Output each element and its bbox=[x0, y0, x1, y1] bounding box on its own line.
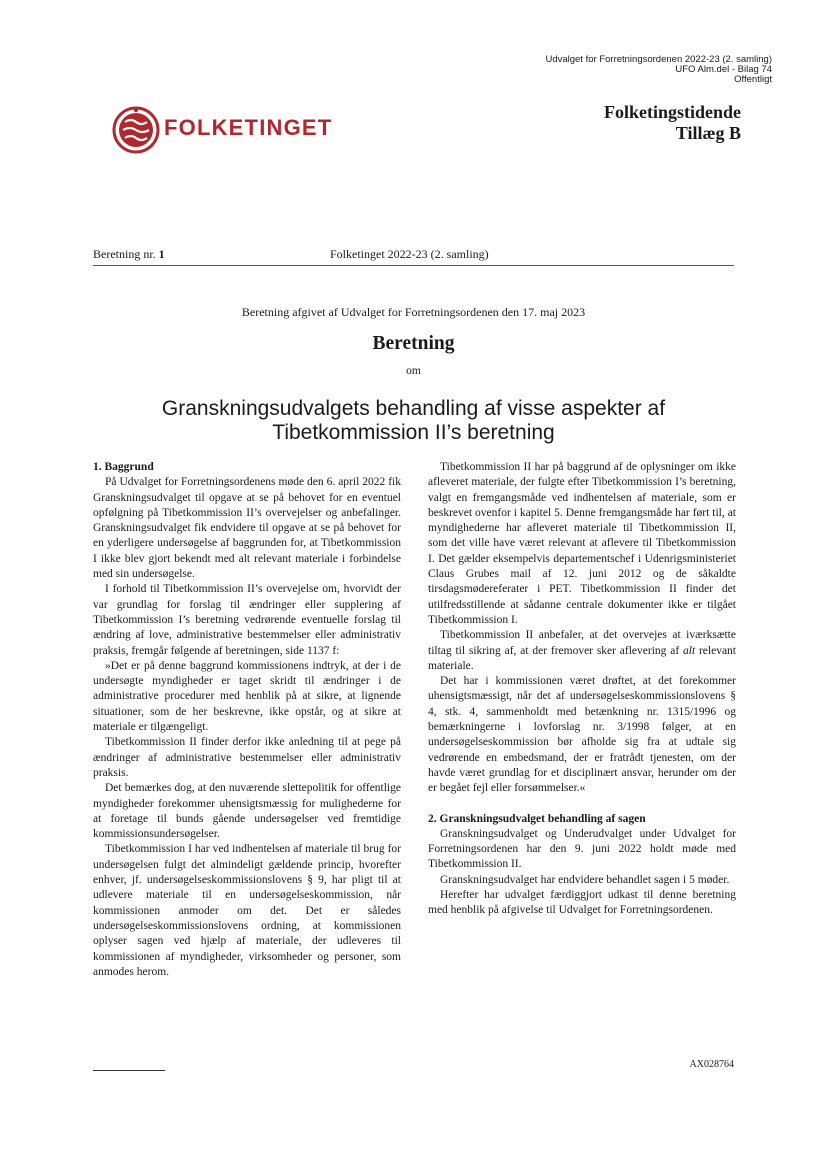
report-number bbox=[93, 247, 165, 262]
title-connector: om bbox=[406, 365, 421, 377]
paragraph: I forhold til Tibetkommission II’s overvejelse om, hvorvidt der var grundlag for forslag til ændringer eller supplering af Tibetkommission I’s beretning vedrørende eventuelle forslag til ændring af love, administrative bestemmelser eller administrativ praksis, fremgår følgende af beretningen, side 1137 f: bbox=[93, 583, 401, 657]
report-label: Beretning nr. bbox=[93, 247, 156, 261]
document-title: Beretning bbox=[372, 333, 455, 354]
document-stamp bbox=[545, 55, 772, 86]
paragraph: På Udvalget for Forretningsordenens møde den 6. april 2022 fik Granskningsudvalget til opgave at se på behovet for en eventuel opfølgning på Tibetkommission II’s overvejelser og anbefalinger. Granskningsudvalget fik endvidere til opgave at se på behovet for en yderligere undersøgelse af baggrunden for, at Tibetkommission I ikke blev gjort bekendt med alt relevant materiale i forbindelse med sin undersøgelse. bbox=[93, 476, 401, 581]
delivery-statement: Beretning afgivet af Udvalget for Forretningsordenen den 17. maj 2023 bbox=[241, 305, 586, 319]
section-heading-handling: 2. Granskningsudvalget behandling af sagen bbox=[428, 812, 646, 825]
stamp-committee: Udvalget for Forretningsordenen 2022-23 (2. samling) bbox=[545, 54, 772, 65]
document-subject: Granskningsudvalgets behandling af visse aspekter af Tibetkommission II’s beretning bbox=[161, 397, 666, 444]
quote-paragraph: »Det er på denne baggrund kommissionens indtryk, at der i de undersøgte myndigheder er taget skridt til ændringer i de administrative procedurer med henblik på at sikre, at lignende situationer, som de her beskrevne, ikke opstår, og at sikre at materiale er tilgængeligt. bbox=[93, 659, 401, 734]
text-run: Tibetkommission II anbefaler, at det overvejes at iværksætte tiltag til sikring af, at der fremover sker aflevering af bbox=[428, 629, 736, 657]
stamp-public: Offentligt bbox=[734, 74, 772, 86]
quote-paragraph: Tibetkommission I har ved indhentelsen af materiale til brug for undersøgelsen fulgt det almindeligt gældende princip, hvorefter enhver, jf. undersøgelseskommissionslovens § 9, har pligt til at udlevere materiale til en undersøgelseskommission, når kommissionen anmoder om det. Det er således undersøgelseskommissionslovens ordning, at kommissionen oplyser sagen ved hjælp af materiale, der udleveres til kommissionen af myndigheder, virksomheder og personer, som anmodes herom. bbox=[93, 843, 401, 978]
paragraph: Granskningsudvalget og Underudvalget under Udvalget for Forretningsordenen har den 9. juni 2022 holdt møde med Tibetkommission II. bbox=[428, 827, 736, 871]
crest-icon bbox=[114, 108, 158, 152]
section-heading-background: 1. Baggrund bbox=[93, 461, 154, 473]
document-code: AX028764 bbox=[689, 1059, 734, 1070]
text-run: relevant materiale. bbox=[428, 644, 736, 672]
header-divider bbox=[93, 265, 734, 266]
quote-paragraph: Det har i kommissionen været drøftet, at det forekommer uhensigtsmæssigt, når det af undersøgelseskommissionslovens § 4, stk. 4, sammenholdt med betænkning nr. 1315/1996 og bemærkningerne i lovforslag nr. 3/1998 følger, at en undersøgelseskommission bør afholde sig fra at udtale sig vedrørende en embedsmand, der er fratrådt tjenesten, om der havde været grundlag for et disciplinært ansvar, herunder om der er begået fejl eller forsømmelser.« bbox=[428, 675, 736, 795]
session-label: Folketinget 2022-23 (2. samling) bbox=[330, 247, 489, 261]
emphasis: alt bbox=[683, 644, 696, 657]
publication-header bbox=[604, 102, 741, 144]
logo-wordmark: FOLKETINGET bbox=[164, 115, 333, 140]
footnote-divider bbox=[93, 1070, 165, 1071]
quote-paragraph: Tibetkommission II har på baggrund af de oplysninger om ikke afleveret materiale, der fulgte efter Tibetkommission I’s beretning, valgt en fremgangsmåde ved indhentelsen af materiale, som er beskrevet ovenfor i kapitel 5. Denne fremgangsmåde har ført til, at myndighederne har afleveret materiale til Tibetkommission II, som det ville have været relevant at aflevere til Tibetkommission I. Det gælder eksempelvis departementschef i Udenrigsministeriet Claus Grubes mail af 12. juni 2012 og de såkaldte tirsdagsmødereferater i PET. Tibetkommission II finder det utilfredsstillende at sådanne centrale dokumenter ikke er tilgået Tibetkommission I. bbox=[428, 461, 736, 626]
paragraph: Granskningsudvalget har endvidere behandlet sagen i 5 møder. bbox=[440, 873, 730, 886]
quote-paragraph: Tibetkommission II finder derfor ikke anledning til at pege på ændringer af administrative bestemmelser eller administrativ praksis. bbox=[93, 736, 401, 779]
quote-paragraph: Det bemærkes dog, at den nuværende slettepolitik for offentlige myndigheder forekommer uhensigtsmæssig for mulighederne for at foretage til bunds gående undersøgelser ved fremtidige kommissionsundersøgelser. bbox=[93, 782, 401, 841]
spacer bbox=[428, 797, 736, 812]
stamp-appendix: UFO Alm.del - Bilag 74 bbox=[675, 64, 772, 76]
publication-supplement: Tillæg B bbox=[675, 123, 741, 143]
left-column bbox=[93, 460, 401, 980]
paragraph: Herefter har udvalget færdiggjort udkast til denne beretning med henblik på afgivelse til Udvalget for Forretningsordenen. bbox=[428, 889, 736, 917]
publication-title: Folketingstidende bbox=[603, 102, 741, 122]
right-column bbox=[428, 460, 736, 919]
report-number-value: 1 bbox=[158, 247, 165, 261]
quote-paragraph bbox=[428, 628, 736, 674]
